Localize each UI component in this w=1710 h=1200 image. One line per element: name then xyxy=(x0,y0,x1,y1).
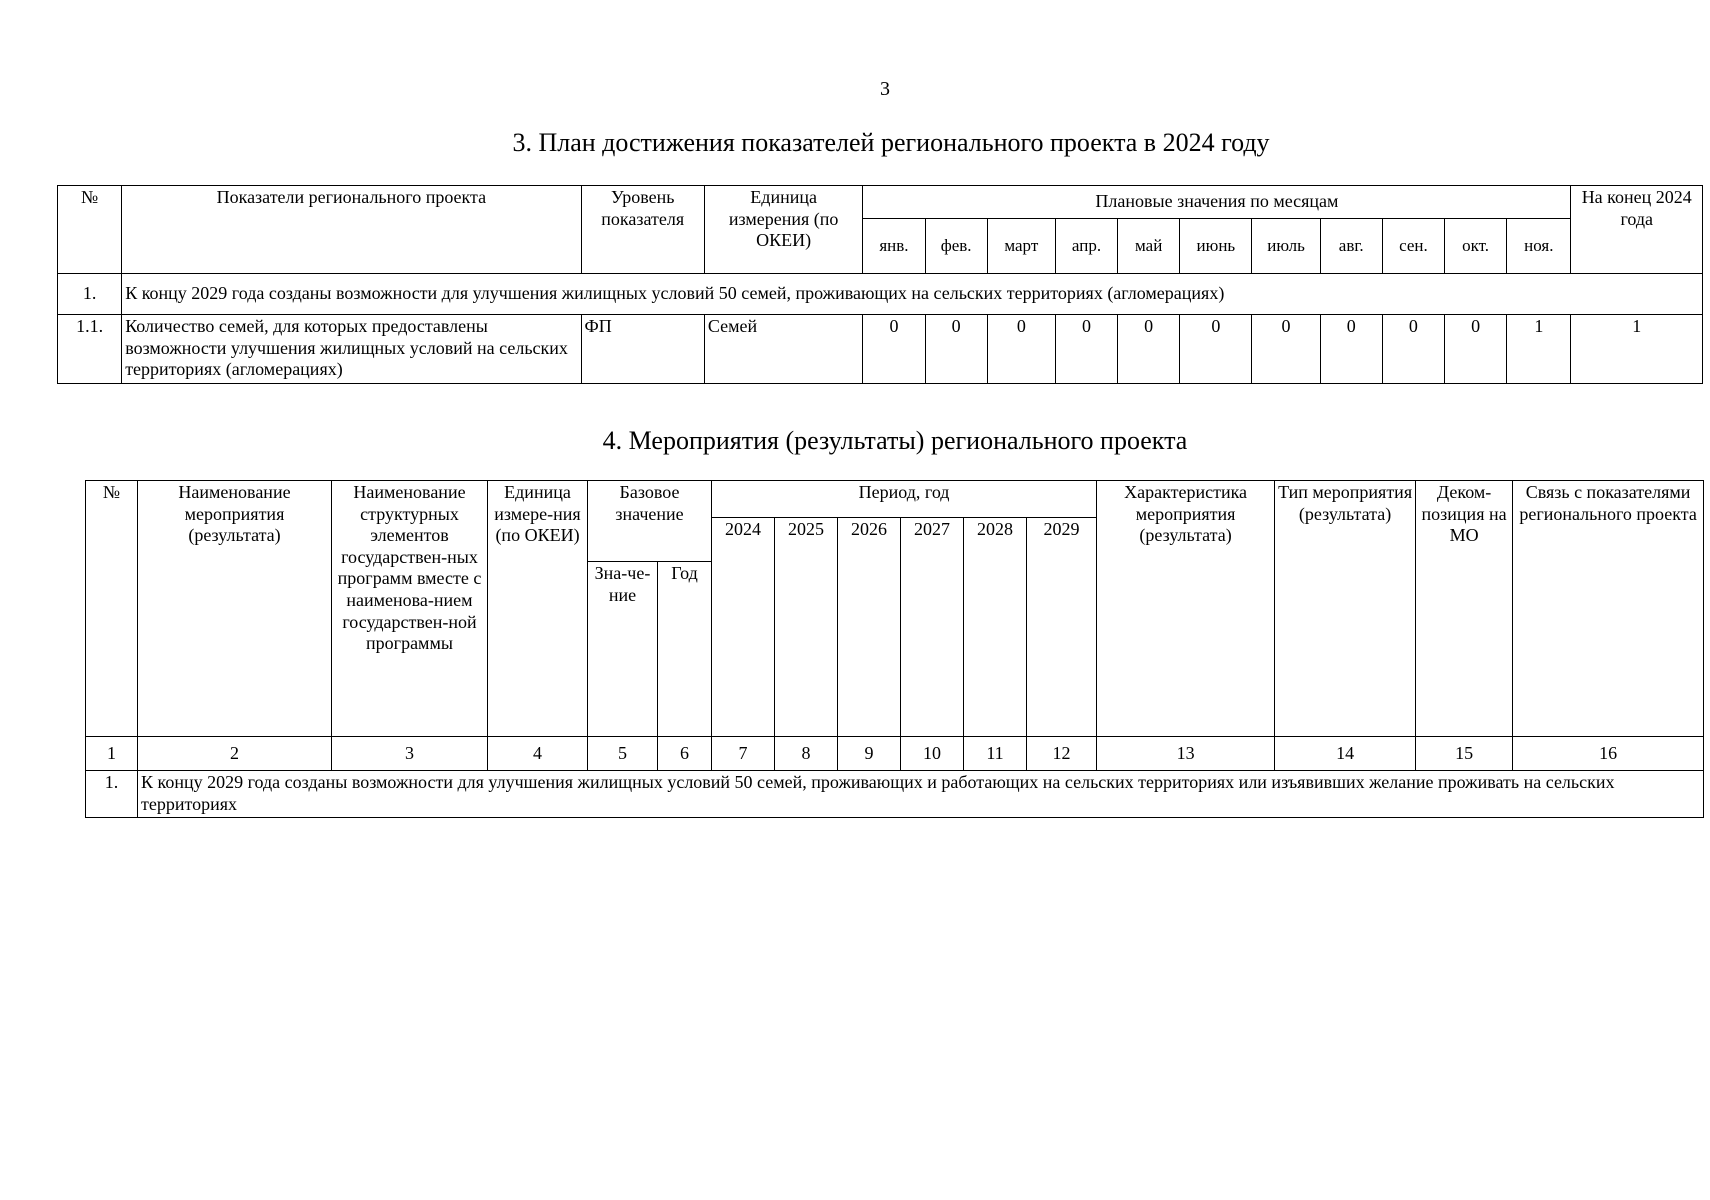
column-number: 14 xyxy=(1275,737,1416,771)
goal-row-num: 1. xyxy=(86,771,138,818)
header-name: Наименование мероприятия (результата) xyxy=(138,481,332,737)
goal-row-text: К концу 2029 года созданы возможности для улучшения жилищных условий 50 семей, проживающих на сельских территориях (агломерациях) xyxy=(122,274,1703,315)
header-monthly: Плановые значения по месяцам xyxy=(863,186,1571,219)
header-period: Период, год xyxy=(712,481,1097,518)
header-num: № xyxy=(58,186,122,274)
year-header: 2028 xyxy=(964,518,1027,737)
month-value: 0 xyxy=(1444,315,1506,384)
year-header: 2026 xyxy=(838,518,901,737)
year-end-value: 1 xyxy=(1571,315,1703,384)
table-row xyxy=(58,274,1703,315)
column-number: 9 xyxy=(838,737,901,771)
column-number: 16 xyxy=(1513,737,1704,771)
month-value: 0 xyxy=(1382,315,1444,384)
header-num: № xyxy=(86,481,138,737)
header-indicator: Показатели регионального проекта xyxy=(122,186,581,274)
page-number: 3 xyxy=(880,78,890,100)
header-link: Связь с показателями регионального проекта xyxy=(1513,481,1704,737)
column-number: 3 xyxy=(332,737,488,771)
section-4-title: 4. Мероприятия (результаты) регионального проекта xyxy=(602,426,1188,455)
month-value: 0 xyxy=(925,315,987,384)
indicators-plan-table xyxy=(57,185,1703,384)
month-value: 0 xyxy=(1320,315,1382,384)
month-header: июнь xyxy=(1180,219,1252,274)
year-header: 2029 xyxy=(1027,518,1097,737)
month-value: 0 xyxy=(863,315,925,384)
month-header: май xyxy=(1118,219,1180,274)
month-header: янв. xyxy=(863,219,925,274)
header-year-end: На конец 2024 года xyxy=(1571,186,1703,274)
column-number: 15 xyxy=(1416,737,1513,771)
month-header: апр. xyxy=(1055,219,1117,274)
header-decomposition: Деком-позиция на МО xyxy=(1416,481,1513,737)
month-value: 0 xyxy=(1118,315,1180,384)
column-number: 8 xyxy=(775,737,838,771)
indicator-row-num: 1.1. xyxy=(58,315,122,384)
column-number: 1 xyxy=(86,737,138,771)
column-number: 10 xyxy=(901,737,964,771)
table-row xyxy=(86,771,1704,818)
month-value: 0 xyxy=(987,315,1055,384)
header-unit: Единица измерения (по ОКЕИ) xyxy=(704,186,862,274)
header-structural: Наименование структурных элементов государствен-ных программ вместе с наименова-нием государствен-ной программы xyxy=(332,481,488,737)
activities-table xyxy=(85,480,1704,818)
header-type: Тип мероприятия (результата) xyxy=(1275,481,1416,737)
column-number: 6 xyxy=(658,737,712,771)
month-value: 1 xyxy=(1507,315,1571,384)
header-characteristic: Характеристика мероприятия (результата) xyxy=(1097,481,1275,737)
goal-row-text: К концу 2029 года созданы возможности для улучшения жилищных условий 50 семей, проживающих и работающих на сельских территориях или изъявивших желание проживать на сельских территориях xyxy=(138,771,1704,818)
column-number: 7 xyxy=(712,737,775,771)
column-number: 5 xyxy=(588,737,658,771)
month-value: 0 xyxy=(1252,315,1320,384)
indicator-level: ФП xyxy=(581,315,704,384)
column-number: 11 xyxy=(964,737,1027,771)
header-level: Уровень показателя xyxy=(581,186,704,274)
month-header: ноя. xyxy=(1507,219,1571,274)
indicator-unit: Семей xyxy=(704,315,862,384)
month-header: март xyxy=(987,219,1055,274)
header-unit: Единица измере-ния (по ОКЕИ) xyxy=(488,481,588,737)
month-value: 0 xyxy=(1180,315,1252,384)
year-header: 2025 xyxy=(775,518,838,737)
header-base-year: Год xyxy=(658,562,712,737)
table-row xyxy=(58,315,1703,384)
header-base-value: Зна-че-ние xyxy=(588,562,658,737)
column-number: 13 xyxy=(1097,737,1275,771)
year-header: 2027 xyxy=(901,518,964,737)
column-number: 4 xyxy=(488,737,588,771)
column-numbers-row xyxy=(86,737,1704,771)
goal-row-num: 1. xyxy=(58,274,122,315)
section-3-title: 3. План достижения показателей регионального проекта в 2024 году xyxy=(512,128,1270,157)
column-number: 12 xyxy=(1027,737,1097,771)
month-header: окт. xyxy=(1444,219,1506,274)
column-number: 2 xyxy=(138,737,332,771)
year-header: 2024 xyxy=(712,518,775,737)
month-header: июль xyxy=(1252,219,1320,274)
month-header: сен. xyxy=(1382,219,1444,274)
month-header: авг. xyxy=(1320,219,1382,274)
header-base: Базовое значение xyxy=(588,481,712,562)
month-value: 0 xyxy=(1055,315,1117,384)
month-header: фев. xyxy=(925,219,987,274)
indicator-name: Количество семей, для которых предоставлены возможности улучшения жилищных условий на сельских территориях (агломерациях) xyxy=(122,315,581,384)
